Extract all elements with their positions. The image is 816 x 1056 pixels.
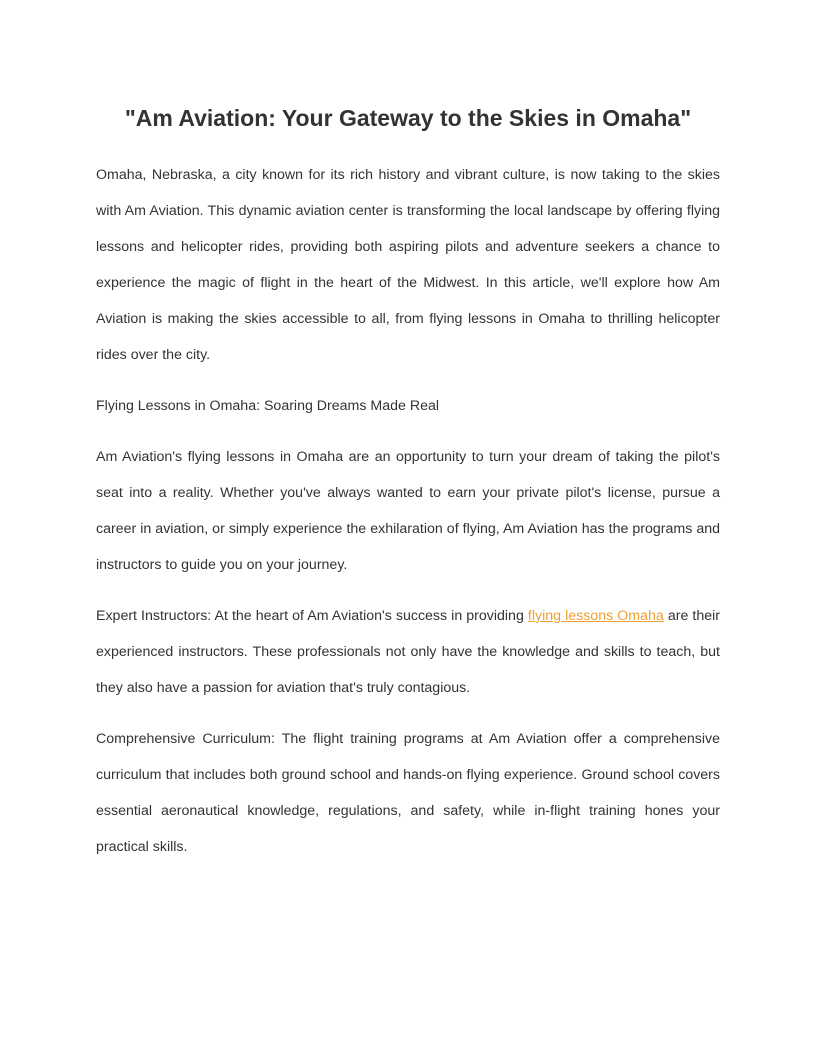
instructors-paragraph [96, 598, 720, 706]
intro-paragraph: Omaha, Nebraska, a city known for its rich history and vibrant culture, is now taking to the skies with Am Aviation. This dynamic aviation center is transforming the local landscape by offering flying lessons and helicopter rides, providing both aspiring pilots and adventure seekers a chance to experience the magic of flight in the heart of the Midwest. In this article, we'll explore how Am Aviation is making the skies accessible to all, from flying lessons in Omaha to thrilling helicopter rides over the city. [96, 167, 720, 363]
page-title: "Am Aviation: Your Gateway to the Skies in Omaha" [124, 105, 692, 131]
section-intro-paragraph: Am Aviation's flying lessons in Omaha are an opportunity to turn your dream of taking the pilot's seat into a reality. Whether you've always wanted to earn your private pilot's license, pursue a career in aviation, or simply experience the exhilaration of flying, Am Aviation has the programs and instructors to guide you on your journey. [96, 449, 720, 573]
flying-lessons-omaha-link[interactable]: flying lessons Omaha [527, 608, 664, 624]
curriculum-paragraph: Comprehensive Curriculum: The flight training programs at Am Aviation offer a comprehensive curriculum that includes both ground school and hands-on flying experience. Ground school covers essential aeronautical knowledge, regulations, and safety, while in-flight training hones your practical skills. [96, 731, 720, 855]
instructors-text-after: are their experienced instructors. These professionals not only have the knowledge and skills to teach, but they also have a passion for aviation that's truly contagious. [96, 608, 720, 696]
section-heading: Flying Lessons in Omaha: Soaring Dreams Made Real [96, 398, 440, 414]
instructors-text-before: Expert Instructors: At the heart of Am Aviation's success in providing [96, 608, 528, 624]
